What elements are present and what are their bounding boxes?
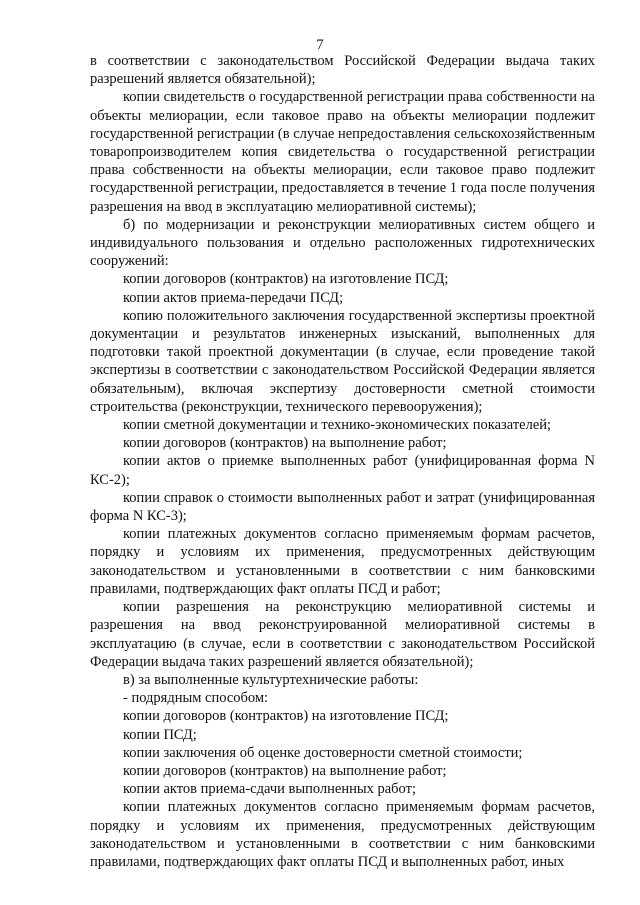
paragraph: в соответствии с законодательством Российской Федерации выдача таких разрешений является обязательной); [90, 53, 595, 88]
paragraph: копии заключения об оценке достоверности сметной стоимости; [123, 744, 523, 761]
paragraph: копии справок о стоимости выполненных работ и затрат (унифицированная форма N КС-3); [90, 489, 595, 525]
paragraph: копии платежных документов согласно применяемым формам расчетов, порядку и условиям их применения, предусмотренных действующим законодательством и установленными в соответствии с ним банковскими правилами, подтверждающих факт оплаты ПСД и работ; [90, 526, 595, 597]
paragraph: копии договоров (контрактов) на изготовление ПСД; [123, 708, 449, 725]
paragraph: копии свидетельств о государственной регистрации права собственности на объекты мелиорации, если таковое право на объекты мелиорации подлежит государственной регистрации (в случае непредоставления сельскохозяйственным товаропроизводителем копия свидетельства о государственной регистрации права собственности на объекты мелиорации, если таковое право подлежит государственной регистрации, предоставляется в течение 1 года после получения разрешения на ввод в эксплуатацию мелиоративной системы); [90, 89, 595, 215]
paragraph: копии договоров (контрактов) на выполнение работ; [123, 762, 447, 779]
paragraph: в) за выполненные культуртехнические работы: [123, 671, 419, 688]
page-number: 7 [316, 37, 324, 53]
paragraph: копии разрешения на реконструкцию мелиоративной системы и разрешения на ввод реконструированной мелиоративной системы в эксплуатацию (в случае, если в соответствии с законодательством Российской Федерации выдача таких разрешений является обязательной); [90, 599, 595, 670]
document-body [90, 52, 595, 871]
paragraph: копию положительного заключения государственной экспертизы проектной документации и результатов инженерных изысканий, выполненных для подготовки такой проектной документации (в случае, если проведение такой экспертизы в соответствии с законодательством Российской Федерации является обязательным), включая экспертизу достоверности сметной стоимости строительства (реконструкции, технического перевооружения); [90, 307, 595, 415]
paragraph: копии сметной документации и технико-экономических показателей; [123, 417, 552, 434]
paragraph: копии ПСД; [123, 726, 197, 743]
paragraph: копии актов приема-передачи ПСД; [123, 289, 344, 306]
paragraph: - подрядным способом: [123, 690, 269, 707]
paragraph: б) по модернизации и реконструкции мелиоративных систем общего и индивидуального пользования и отдельно расположенных гидротехнических сооружений: [90, 216, 595, 270]
paragraph: копии платежных документов согласно применяемым формам расчетов, порядку и условиям их применения, предусмотренных действующим законодательством и установленными в соответствии с ним банковскими правилами, подтверждающих факт оплаты ПСД и выполненных работ, иных [90, 799, 595, 870]
paragraph: копии актов о приемке выполненных работ (унифицированная форма N КС-2); [90, 453, 595, 488]
paragraph: копии актов приема-сдачи выполненных работ; [123, 781, 416, 798]
paragraph: копии договоров (контрактов) на выполнение работ; [123, 435, 447, 452]
paragraph: копии договоров (контрактов) на изготовление ПСД; [123, 271, 449, 288]
